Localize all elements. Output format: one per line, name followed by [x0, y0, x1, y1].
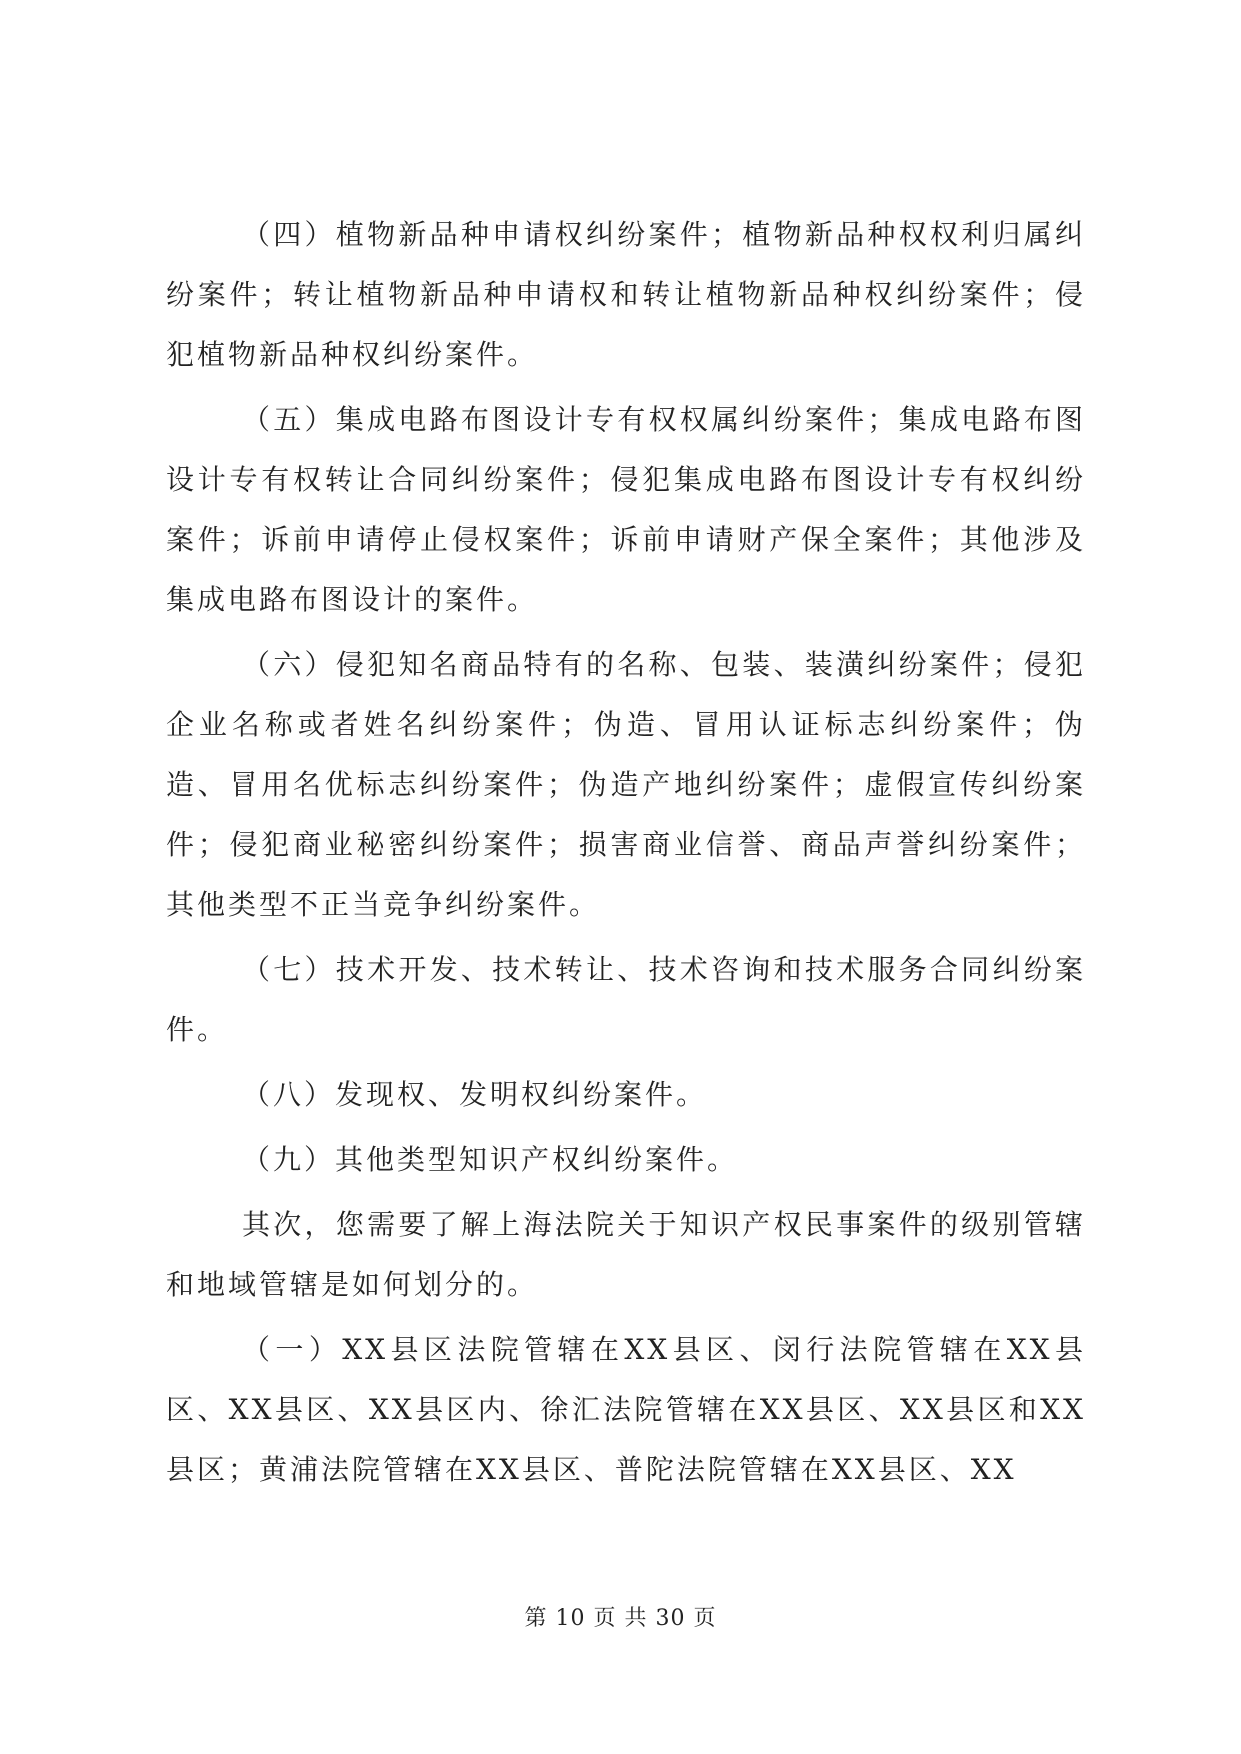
paragraph-jurisdiction-1: （一）XX县区法院管辖在XX县区、闵行法院管辖在XX县区、XX县区、XX县区内、徐汇法院管辖在XX县区、XX县区和XX县区；黄浦法院管辖在XX县区、普陀法院管辖在XX县区、XX	[166, 1333, 1086, 1486]
paragraph-9: （九）其他类型知识产权纠纷案件。	[242, 1143, 739, 1176]
page-number-footer: 第 10 页 共 30 页	[524, 1606, 717, 1631]
paragraph-6: （六）侵犯知名商品特有的名称、包装、装潢纠纷案件；侵犯企业名称或者姓名纠纷案件；伪造、冒用认证标志纠纷案件；伪造、冒用名优标志纠纷案件；伪造产地纠纷案件；虚假宣传纠纷案件；侵犯商业秘密纠纷案件；损害商业信誉、商品声誉纠纷案件；其他类型不正当竞争纠纷案件。	[166, 648, 1086, 921]
paragraph-8: （八）发现权、发明权纠纷案件。	[242, 1078, 708, 1111]
paragraph-7: （七）技术开发、技术转让、技术咨询和技术服务合同纠纷案件。	[166, 953, 1086, 1046]
document-body	[166, 205, 1086, 1505]
paragraph-second: 其次，您需要了解上海法院关于知识产权民事案件的级别管辖和地域管辖是如何划分的。	[166, 1208, 1086, 1301]
paragraph-4: （四）植物新品种申请权纠纷案件；植物新品种权权利归属纠纷案件；转让植物新品种申请权和转让植物新品种权纠纷案件；侵犯植物新品种权纠纷案件。	[166, 218, 1086, 371]
paragraph-5: （五）集成电路布图设计专有权权属纠纷案件；集成电路布图设计专有权转让合同纠纷案件；侵犯集成电路布图设计专有权纠纷案件；诉前申请停止侵权案件；诉前申请财产保全案件；其他涉及集成电路布图设计的案件。	[166, 403, 1086, 616]
